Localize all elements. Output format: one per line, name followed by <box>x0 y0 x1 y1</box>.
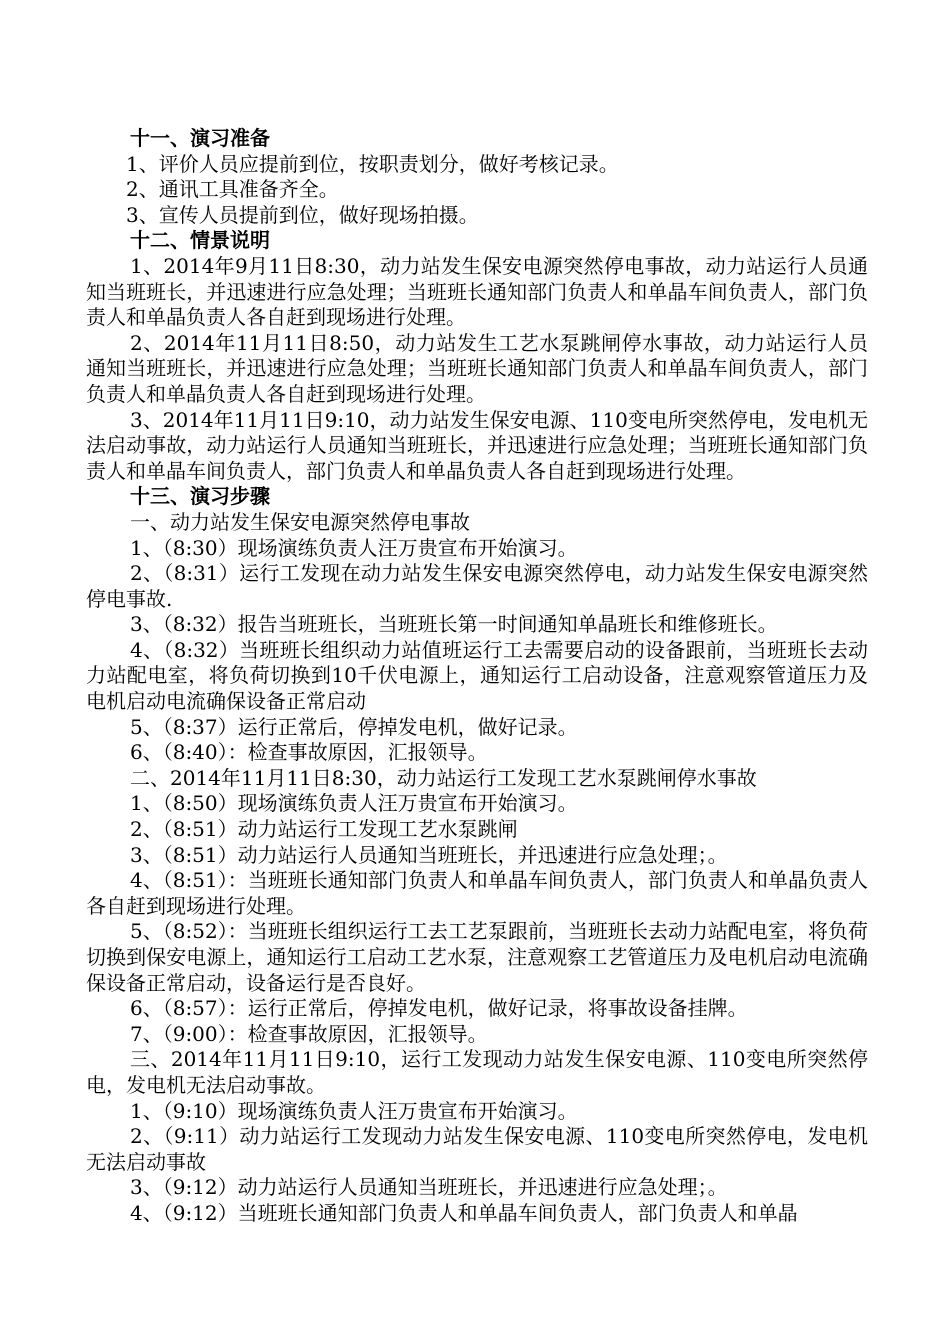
prep-item-1: 1、评价人员应提前到位，按职责划分，做好考核记录。 <box>126 151 619 176</box>
scenario-paragraph-1: 1、2014年9月11日8:30，动力站发生保安电源突然停电事故，动力站运行人员通知当班班长，并迅速进行应急处理；当班班长通知部门负责人和单晶车间负责人，部门负责人和单晶负责人各自赶到现场进行处理。 <box>86 253 868 330</box>
scenario-paragraph-2: 2、2014年11月11日8:50，动力站发生工艺水泵跳闸停水事故，动力站运行人员通知当班班长，并迅速进行应急处理；当班班长通知部门负责人和单晶车间负责人，部门负责人和单晶负责人各自赶到现场进行处理。 <box>86 330 868 406</box>
section-heading-steps: 十三、演习步骤 <box>130 484 270 509</box>
section-heading-scenario: 十二、情景说明 <box>130 228 270 253</box>
steps-subheading-2: 二、2014年11月11日8:30，动力站运行工发现工艺水泵跳闸停水事故 <box>130 765 757 790</box>
step-item: 1、（9:10）现场演练负责人汪万贵宣布开始演习。 <box>130 1098 578 1123</box>
step-item: 7、（9:00）：检查事故原因，汇报领导。 <box>130 1021 488 1046</box>
section-heading-preparation: 十一、演习准备 <box>130 126 270 150</box>
step-item: 5、（8:52）：当班班长组织运行工去工艺泵跟前，当班班长去动力站配电室，将负荷切换到保安电源上，通知运行工启动工艺水泵，注意观察工艺管道压力及电机启动电流确保设备正常启动，设备运行是否良好。 <box>86 919 868 995</box>
steps-subheading-1: 一、动力站发生保安电源突然停电事故 <box>130 509 470 534</box>
step-item: 2、（9:11）动力站运行工发现动力站发生保安电源、110变电所突然停电，发电机无法启动事故 <box>86 1124 868 1174</box>
step-item: 2、（8:51）动力站运行工发现工艺水泵跳闸 <box>130 817 518 842</box>
prep-item-2: 2、通讯工具准备齐全。 <box>126 177 339 202</box>
prep-item-3: 3、宣传人员提前到位，做好现场拍摄。 <box>126 202 479 227</box>
scenario-paragraph-3: 3、2014年11月11日9:10，动力站发生保安电源、110变电所突然停电，发电机无法启动事故，动力站运行人员通知当班班长，并迅速进行应急处理；当班班长通知部门负责人和单晶车间负责人，部门负责人和单晶负责人各自赶到现场进行处理。 <box>86 407 868 483</box>
step-item: 4、（8:32）当班班长组织动力站值班运行工去需要启动的设备跟前，当班班长去动力站配电室，将负荷切换到10千伏电源上，通知运行工启动设备，注意观察管道压力及电机启动电流确保设备正常启动 <box>86 637 868 714</box>
step-item: 1、（8:50）现场演练负责人汪万贵宣布开始演习。 <box>130 791 578 816</box>
document-body <box>86 126 868 1227</box>
step-item: 3、（8:32）报告当班班长，当班班长第一时间通知单晶班长和维修班长。 <box>130 612 778 637</box>
step-item: 4、（9:12）当班班长通知部门负责人和单晶车间负责人，部门负责人和单晶 <box>130 1200 798 1225</box>
steps-subheading-3: 三、2014年11月11日9:10，运行工发现动力站发生保安电源、110变电所突然停电，发电机无法启动事故。 <box>86 1047 868 1097</box>
step-item: 5、（8:37）运行正常后，停掉发电机，做好记录。 <box>130 714 578 739</box>
step-item: 6、（8:40）：检查事故原因，汇报领导。 <box>130 740 488 765</box>
step-item: 2、（8:31）运行工发现在动力站发生保安电源突然停电，动力站发生保安电源突然停电事故. <box>86 561 868 611</box>
step-item: 3、（8:51）动力站运行人员通知当班班长，并迅速进行应急处理；。 <box>130 842 728 867</box>
step-item: 4、（8:51）：当班班长通知部门负责人和单晶车间负责人，部门负责人和单晶负责人各自赶到现场进行处理。 <box>86 868 868 918</box>
step-item: 6、（8:57）：运行正常后，停掉发电机，做好记录，将事故设备挂牌。 <box>130 996 748 1021</box>
step-item: 1、（8:30）现场演练负责人汪万贵宣布开始演习。 <box>130 535 578 560</box>
step-item: 3、（9:12）动力站运行人员通知当班班长，并迅速进行应急处理；。 <box>130 1175 728 1200</box>
